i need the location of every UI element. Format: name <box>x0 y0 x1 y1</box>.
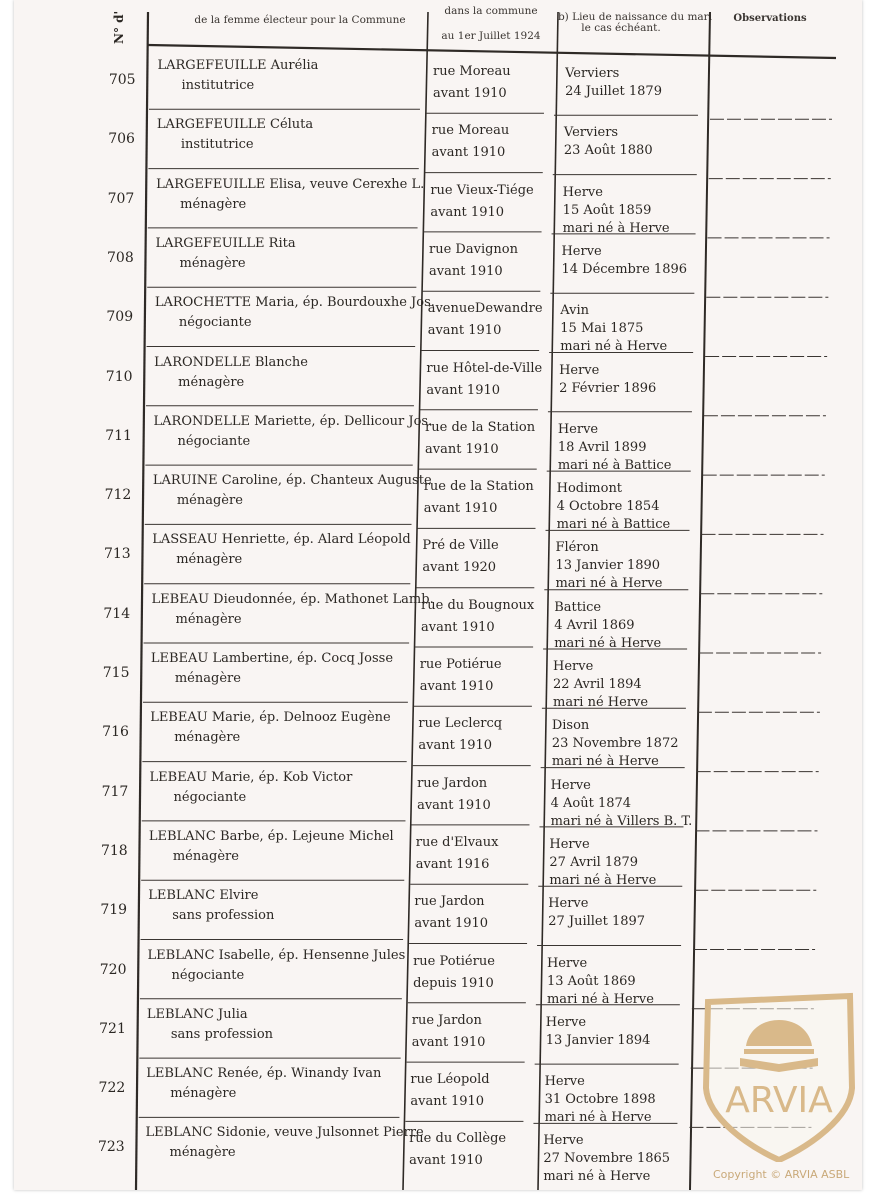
row-birth-place: Hodimont <box>556 481 623 497</box>
row-name: LEBLANC Julia <box>146 1006 248 1022</box>
row-birth-date: 13 Janvier 1890 <box>555 558 661 574</box>
row-name: LEBEAU Marie, ép. Delnooz Eugène <box>150 710 391 726</box>
row-occupation: ménagère <box>172 848 239 864</box>
row-number: 705 <box>108 72 136 88</box>
row-name: LEBEAU Marie, ép. Kob Victor <box>149 769 353 785</box>
row-name: LARGEFEUILLE Aurélia <box>157 58 319 73</box>
row-name: LEBEAU Dieudonnée, ép. Mathonet Lamb. <box>151 591 434 607</box>
row-number: 720 <box>99 961 127 978</box>
row-husband-birthplace: mari né à Battice <box>556 517 671 533</box>
row-since: avant 1910 <box>417 797 491 813</box>
row-name: LARUINE Caroline, ép. Chanteux Auguste <box>152 473 432 489</box>
row-address: rue Jardon <box>411 1012 482 1028</box>
row-birth-date: 4 Août 1874 <box>550 795 632 811</box>
row-since: avant 1910 <box>427 323 502 339</box>
row-occupation: ménagère <box>174 730 241 746</box>
row-since: depuis 1910 <box>413 975 494 991</box>
row-since: avant 1910 <box>418 738 493 754</box>
row-occupation: négociante <box>171 967 245 983</box>
row-number: 715 <box>102 665 130 681</box>
row-since: avant 1916 <box>415 856 490 872</box>
row-name: LARGEFEUILLE Elisa, veuve Cerexhe L. <box>156 176 425 192</box>
row-husband-birthplace: mari né à Herve <box>546 991 654 1007</box>
row-birth-place: Dison <box>551 718 590 734</box>
row-since: avant 1910 <box>423 501 498 517</box>
row-birth-date: 4 Avril 1869 <box>554 617 635 633</box>
row-birth-date: 23 Août 1880 <box>563 143 653 159</box>
row-birth-date: 14 Décembre 1896 <box>561 261 688 277</box>
row-birth-place: Battice <box>554 599 602 615</box>
row-birth-place: Herve <box>559 362 600 378</box>
header-col-address-b: au 1er Juillet 1924 <box>441 30 541 42</box>
row-occupation: ménagère <box>179 255 246 271</box>
row-address: rue Potiérue <box>419 657 502 672</box>
row-number: 716 <box>102 724 129 741</box>
row-birth-place: Verviers <box>563 125 619 141</box>
row-name: LARGEFEUILLE Céluta <box>156 117 314 133</box>
row-address: rue Jardon <box>414 894 485 910</box>
header-col-number: N° d' <box>112 10 126 44</box>
row-birth-date: 27 Novembre 1865 <box>543 1151 671 1167</box>
row-occupation: institutrice <box>180 137 254 153</box>
row-husband-birthplace: mari né à Herve <box>560 339 668 355</box>
row-address: rue Léopold <box>410 1072 490 1088</box>
row-birth-date: 15 Août 1859 <box>562 202 652 218</box>
row-birth-place: Herve <box>543 1133 584 1149</box>
row-address: rue Leclercq <box>418 716 503 732</box>
row-birth-date: 24 Juillet 1879 <box>565 84 662 99</box>
row-birth-place: Herve <box>546 955 588 971</box>
row-since: avant 1910 <box>430 204 505 220</box>
row-birth-place: Herve <box>557 421 599 437</box>
row-since: avant 1910 <box>410 1094 485 1110</box>
row-address: rue Hôtel-de-Ville <box>426 360 543 376</box>
row-name: LEBLANC Barbe, ép. Lejeune Michel <box>148 828 394 844</box>
row-address: rue du Bougnoux <box>421 597 535 613</box>
row-number: 713 <box>103 546 131 563</box>
row-address: avenueDewandre <box>427 301 543 317</box>
svg-text:ARVIA: ARVIA <box>725 1080 833 1121</box>
row-birth-place: Herve <box>550 777 591 793</box>
row-birth-date: 23 Novembre 1872 <box>551 736 679 752</box>
row-name: LAROCHETTE Maria, ép. Bourdouxhe Jos. <box>154 295 435 311</box>
row-occupation: négociante <box>178 315 252 331</box>
row-occupation: sans profession <box>172 908 275 924</box>
row-birth-place: Fléron <box>555 540 599 556</box>
row-number: 707 <box>107 190 135 207</box>
row-address: rue du Collège <box>409 1131 507 1147</box>
row-since: avant 1910 <box>419 679 494 694</box>
row-since: avant 1910 <box>421 619 495 635</box>
row-number: 718 <box>100 842 128 859</box>
row-birth-place: Herve <box>553 659 594 674</box>
row-birth-place: Herve <box>561 243 602 259</box>
row-birth-place: Herve <box>562 184 603 200</box>
row-birth-date: 31 Octobre 1898 <box>544 1092 656 1108</box>
row-husband-birthplace: mari né à Herve <box>554 635 662 651</box>
row-address: rue Moreau <box>431 123 510 139</box>
row-occupation: négociante <box>173 789 247 805</box>
row-name: LEBLANC Renée, ép. Winandy Ivan <box>146 1066 382 1082</box>
row-birth-date: 27 Juillet 1897 <box>548 914 646 930</box>
row-address: rue Moreau <box>433 64 511 79</box>
header-col-observations: Observations <box>733 13 807 24</box>
row-husband-birthplace: mari né Herve <box>553 695 649 710</box>
row-number: 717 <box>101 783 129 800</box>
row-birth-place: Herve <box>545 1014 587 1030</box>
row-address: rue de la Station <box>423 479 534 495</box>
row-husband-birthplace: mari né à Villers B. T. <box>550 813 693 829</box>
row-number: 714 <box>103 605 131 622</box>
row-number: 708 <box>107 249 134 266</box>
row-number: 710 <box>105 368 133 385</box>
row-address: rue Potiérue <box>413 953 495 969</box>
row-husband-birthplace: mari né à Herve <box>543 1169 651 1185</box>
row-husband-birthplace: mari né à Herve <box>549 872 657 888</box>
row-since: avant 1920 <box>422 560 497 576</box>
row-since: avant 1910 <box>411 1034 486 1050</box>
row-address: rue Vieux-Tiége <box>430 182 534 198</box>
row-address: rue Davignon <box>429 241 518 257</box>
row-birth-place: Verviers <box>565 66 620 81</box>
header-col-name: de la femme électeur pour la Commune <box>194 14 406 26</box>
row-name: LEBLANC Isabelle, ép. Hensenne Jules <box>147 947 406 963</box>
row-number: 719 <box>100 902 128 919</box>
row-since: avant 1910 <box>431 145 506 161</box>
row-occupation: ménagère <box>169 1145 236 1161</box>
row-number: 712 <box>104 487 132 504</box>
arvia-watermark-shield-icon <box>700 988 858 1162</box>
row-number: 723 <box>97 1139 125 1156</box>
row-birth-date: 13 Janvier 1894 <box>545 1032 651 1048</box>
row-since: avant 1910 <box>425 441 499 457</box>
row-husband-birthplace: mari né à Battice <box>557 457 672 473</box>
row-number: 711 <box>105 427 132 444</box>
row-husband-birthplace: mari né à Herve <box>544 1110 652 1126</box>
row-occupation: ménagère <box>180 196 247 212</box>
row-husband-birthplace: mari né à Herve <box>562 220 670 236</box>
row-since: avant 1910 <box>409 1153 483 1169</box>
row-address: rue d'Elvaux <box>415 834 499 850</box>
row-birth-place: Avin <box>560 303 590 319</box>
row-name: LARGEFEUILLE Rita <box>155 235 296 251</box>
row-since: avant 1910 <box>414 916 489 932</box>
row-birth-date: 2 Février 1896 <box>559 380 657 396</box>
row-occupation: institutrice <box>181 78 255 93</box>
row-number: 706 <box>108 131 135 148</box>
row-birth-date: 15 Mai 1875 <box>560 321 644 337</box>
row-number: 721 <box>99 1020 126 1037</box>
row-number: 709 <box>106 309 134 326</box>
row-husband-birthplace: mari né à Herve <box>551 754 659 770</box>
row-occupation: ménagère <box>174 671 241 686</box>
row-occupation: ménagère <box>175 611 242 627</box>
row-since: avant 1910 <box>426 382 501 398</box>
row-occupation: négociante <box>177 433 251 449</box>
row-name: LEBLANC Elvire <box>148 888 259 904</box>
row-since: avant 1910 <box>433 86 507 101</box>
header-col-birth-b: le cas échéant. <box>581 22 661 34</box>
row-name: LEBEAU Lambertine, ép. Cocq Josse <box>150 651 394 666</box>
row-number: 722 <box>98 1080 126 1097</box>
row-occupation: ménagère <box>178 374 245 390</box>
row-birth-date: 22 Avril 1894 <box>553 677 642 692</box>
row-birth-place: Herve <box>549 836 590 852</box>
row-address: rue de la Station <box>425 419 536 435</box>
row-occupation: ménagère <box>170 1086 237 1102</box>
row-birth-date: 4 Octobre 1854 <box>556 499 660 515</box>
row-occupation: ménagère <box>176 552 243 568</box>
row-since: avant 1910 <box>429 263 503 279</box>
row-name: LASSEAU Henriette, ép. Alard Léopold <box>152 532 411 548</box>
row-birth-date: 13 Août 1869 <box>546 973 636 989</box>
row-name: LARONDELLE Blanche <box>154 354 308 370</box>
copyright-notice: Copyright © ARVIA ASBL <box>713 1168 850 1181</box>
row-address: Pré de Ville <box>422 538 499 554</box>
row-name: LEBLANC Sidonie, veuve Julsonnet Pierre <box>145 1125 424 1141</box>
row-birth-place: Herve <box>544 1074 585 1090</box>
row-name: LARONDELLE Mariette, ép. Dellicour Jos. <box>153 413 433 429</box>
row-birth-place: Herve <box>548 896 589 912</box>
header-col-address-a: dans la commune <box>444 5 538 17</box>
header-col-birth-a: b) Lieu de naissance du mari <box>557 11 713 23</box>
row-occupation: ménagère <box>176 493 243 509</box>
row-address: rue Jardon <box>417 775 488 791</box>
row-husband-birthplace: mari né à Herve <box>555 576 663 592</box>
row-birth-date: 18 Avril 1899 <box>557 439 647 455</box>
row-occupation: sans profession <box>170 1026 274 1042</box>
row-birth-date: 27 Avril 1879 <box>549 854 639 870</box>
